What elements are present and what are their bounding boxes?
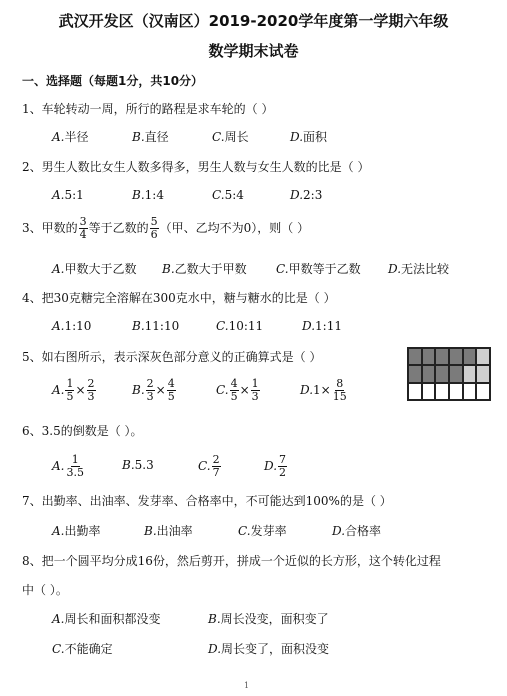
option-a[interactable]: A.甲数大于乙数 xyxy=(52,262,137,276)
exam-title: 武汉开发区（汉南区）2019-2020学年度第一学期六年级 xyxy=(58,12,449,30)
grid-cell-dark xyxy=(463,348,477,365)
fraction: $\frac{5}{6}$ xyxy=(150,215,158,241)
grid-cell-dark xyxy=(422,365,436,382)
grid-cell-white xyxy=(422,383,436,400)
question-3: 3、甲数的 $\frac{3}{4}$ 等于乙数的 $\frac{5}{6}$ （甲、乙均不为0），则（ ） xyxy=(22,215,310,241)
option-a[interactable]: A. $\frac{1}{5}$ × $\frac{2}{3}$ xyxy=(52,377,95,403)
option-b[interactable]: B.11:10 xyxy=(132,319,180,333)
grid-cell-dark xyxy=(449,365,463,382)
option-b[interactable]: B. $\frac{2}{3}$ × $\frac{4}{5}$ xyxy=(132,377,175,403)
grid-cell-white xyxy=(463,383,477,400)
grid-cell-light xyxy=(476,348,490,365)
grid-cell-dark xyxy=(408,365,422,382)
option-b[interactable]: B.周长没变，面积变了 xyxy=(208,612,329,626)
page-number: 1 xyxy=(244,681,250,690)
grid-cell-light xyxy=(476,365,490,382)
grid-cell-dark xyxy=(408,348,422,365)
grid-cell-dark xyxy=(422,348,436,365)
question-1: 1、车轮转动一周，所行的路程是求车轮的（ ） xyxy=(22,102,274,116)
question-4: 4、把30克糖完全溶解在300克水中，糖与糖水的比是（ ） xyxy=(22,291,336,305)
question-2: 2、男生人数比女生人数多得多，男生人数与女生人数的比是（ ） xyxy=(22,160,370,174)
option-d[interactable]: D.1:11 xyxy=(302,319,342,333)
grid-cell-white xyxy=(435,383,449,400)
option-d[interactable]: D.无法比较 xyxy=(388,262,450,276)
option-d[interactable]: D.周长变了，面积没变 xyxy=(208,642,330,656)
option-c[interactable]: C.5:4 xyxy=(212,188,244,202)
option-c[interactable]: C.周长 xyxy=(212,130,249,144)
option-c[interactable]: C.发芽率 xyxy=(238,524,287,538)
option-c[interactable]: C.10:11 xyxy=(216,319,264,333)
option-a[interactable]: A.5:1 xyxy=(52,188,84,202)
option-b[interactable]: B.直径 xyxy=(132,130,169,144)
option-d[interactable]: D. $\frac{7}{2}$ xyxy=(264,453,287,479)
grid-cell-dark xyxy=(435,348,449,365)
grid-cell-white xyxy=(476,383,490,400)
question-5: 5、如右图所示，表示深灰色部分意义的正确算式是（ ） xyxy=(22,350,322,364)
option-a[interactable]: A.出勤率 xyxy=(52,524,101,538)
grid-cell-dark xyxy=(435,365,449,382)
option-b[interactable]: B.1:4 xyxy=(132,188,164,202)
option-b[interactable]: B.出油率 xyxy=(144,524,193,538)
grid-cell-white xyxy=(408,383,422,400)
option-a[interactable]: A. $\frac{1}{3.5}$ xyxy=(52,453,84,479)
fraction: $\frac{3}{4}$ xyxy=(79,215,87,241)
question-8: 8、把一个圆平均分成16份，然后剪开，拼成一个近似的长方形，这个转化过程 xyxy=(22,554,441,568)
option-d[interactable]: D.合格率 xyxy=(332,524,382,538)
grid-cell-white xyxy=(449,383,463,400)
option-c[interactable]: C. $\frac{4}{5}$ × $\frac{1}{3}$ xyxy=(216,377,259,403)
option-b[interactable]: B.乙数大于甲数 xyxy=(162,262,247,276)
option-c[interactable]: C. $\frac{2}{7}$ xyxy=(198,453,220,479)
question-7: 7、出勤率、出油率、发芽率、合格率中，不可能达到100%的是（ ） xyxy=(22,494,392,508)
question-8-continued: 中（ ）。 xyxy=(22,583,68,597)
exam-subtitle: 数学期末试卷 xyxy=(208,42,299,60)
grid-cell-dark xyxy=(449,348,463,365)
option-c[interactable]: C.甲数等于乙数 xyxy=(276,262,361,276)
option-a[interactable]: A.1:10 xyxy=(52,319,92,333)
option-d[interactable]: D.1× $\frac{8}{15}$ xyxy=(300,377,347,403)
option-c[interactable]: C.不能确定 xyxy=(52,642,113,656)
shaded-grid-figure xyxy=(407,347,491,401)
option-d[interactable]: D.面积 xyxy=(290,130,328,144)
option-b[interactable]: B.5.3 xyxy=(122,458,154,472)
question-6: 6、3.5的倒数是（ ）。 xyxy=(22,424,143,438)
section-heading: 一、选择题（每题1分，共10分） xyxy=(22,74,204,88)
option-a[interactable]: A.周长和面积都没变 xyxy=(52,612,161,626)
option-a[interactable]: A.半径 xyxy=(52,130,89,144)
option-d[interactable]: D.2:3 xyxy=(290,188,323,202)
grid-cell-light xyxy=(463,365,477,382)
